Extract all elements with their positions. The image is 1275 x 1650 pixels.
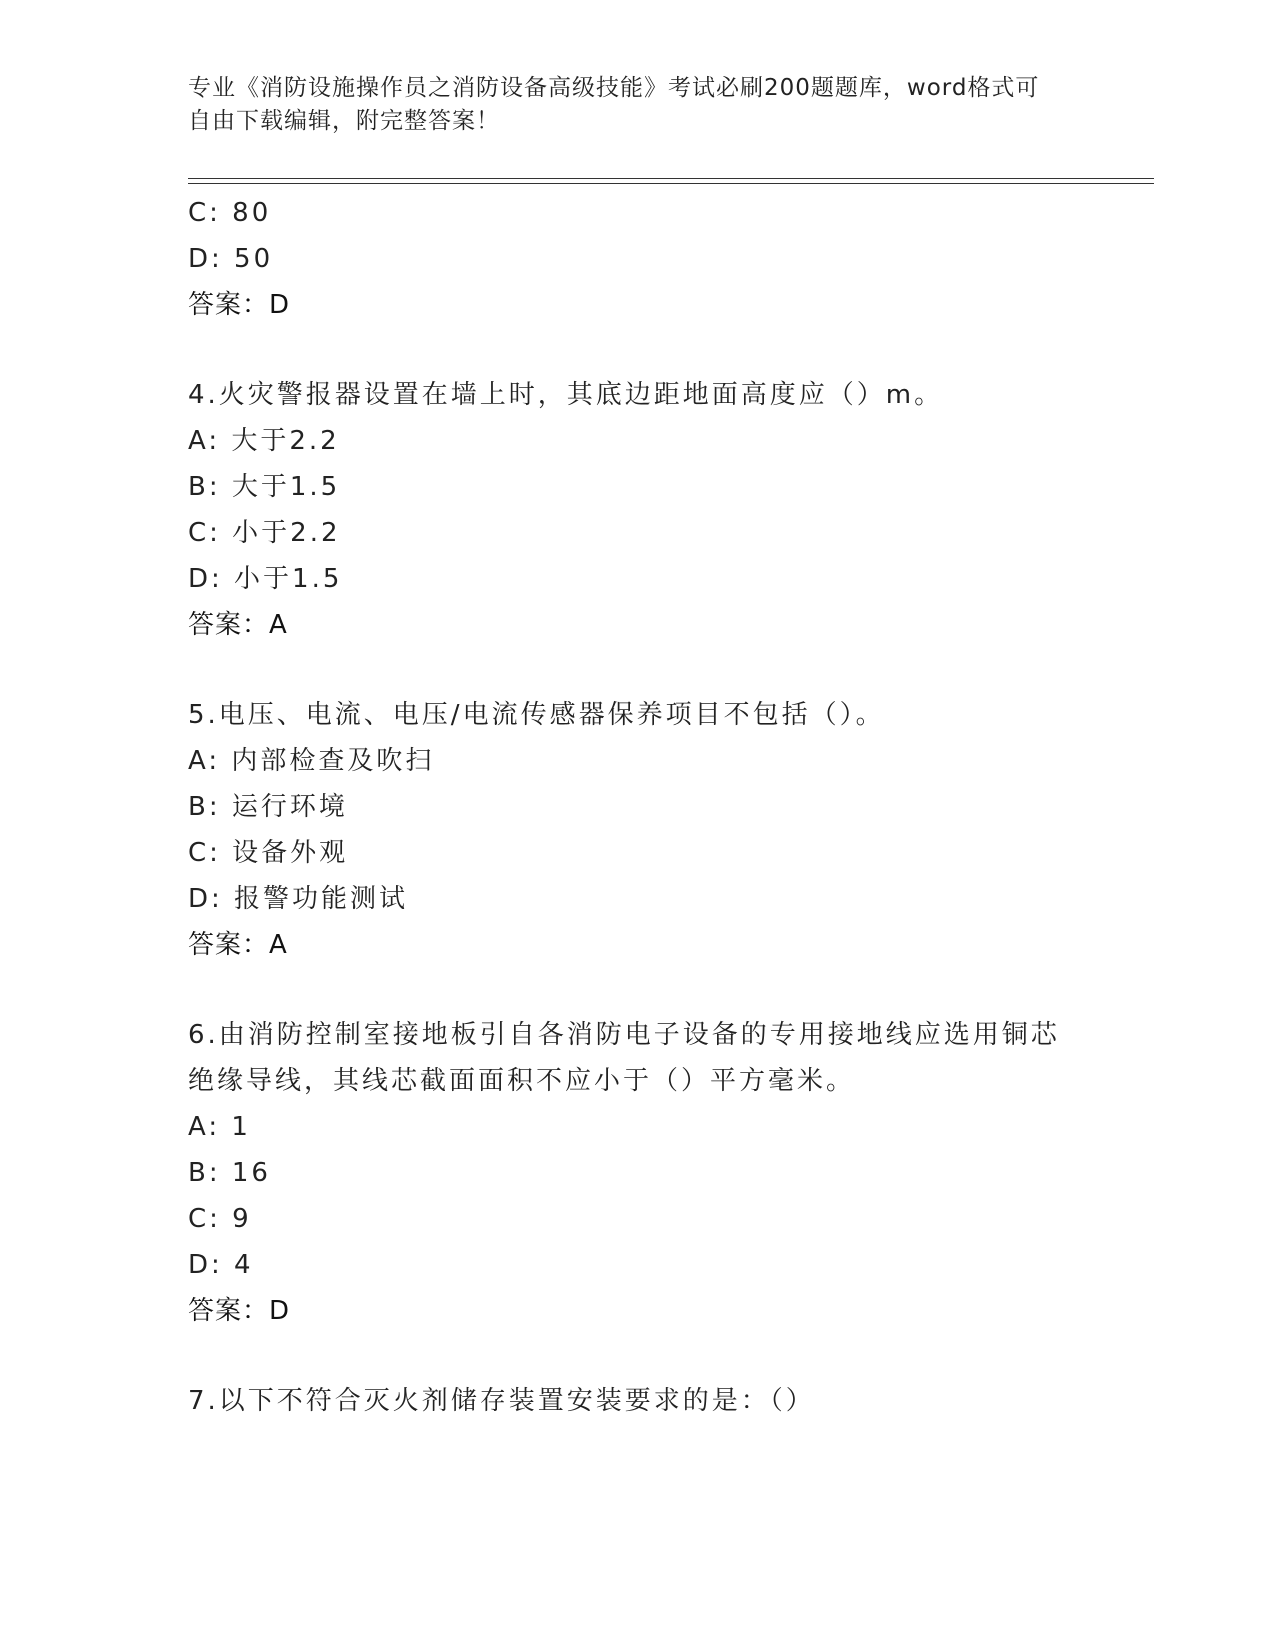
header-divider-bottom: [188, 183, 1154, 184]
answer-line: 答案：D: [188, 1296, 291, 1326]
question-5: [188, 692, 1128, 968]
option-d: D: 50: [188, 244, 274, 274]
option-a: A: 内部检查及吹扫: [188, 746, 435, 776]
option-d: D: 小于1.5: [188, 564, 343, 594]
answer-line: 答案：D: [188, 290, 291, 320]
option-c: C: 9: [188, 1204, 252, 1234]
question-stem: 7.以下不符合灭火剂储存装置安装要求的是：（）: [188, 1386, 815, 1416]
option-b: B: 大于1.5: [188, 472, 341, 502]
option-d: D: 报警功能测试: [188, 884, 409, 914]
question-3-tail: [188, 190, 1128, 328]
document-header: [188, 72, 1068, 138]
question-4: [188, 372, 1128, 648]
question-stem: 4.火灾警报器设置在墙上时，其底边距地面高度应（）m。: [188, 380, 944, 410]
header-line-2: 自由下载编辑，附完整答案！: [188, 108, 500, 134]
option-d: D: 4: [188, 1250, 254, 1280]
answer-line: 答案：A: [188, 610, 288, 640]
question-7: [188, 1378, 1128, 1424]
option-b: B: 运行环境: [188, 792, 348, 822]
option-c: C: 小于2.2: [188, 518, 341, 548]
option-b: B: 16: [188, 1158, 271, 1188]
header-line-1: 专业《消防设施操作员之消防设备高级技能》考试必刷200题题库，word格式可: [188, 75, 1040, 101]
header-divider-top: [188, 178, 1154, 179]
option-c: C: 80: [188, 198, 272, 228]
option-a: A: 大于2.2: [188, 426, 340, 456]
option-a: A: 1: [188, 1112, 251, 1142]
question-list: [188, 190, 1128, 1424]
answer-line: 答案：A: [188, 930, 288, 960]
question-stem-line-1: 6.由消防控制室接地板引自各消防电子设备的专用接地线应选用铜芯: [188, 1020, 1060, 1050]
question-6: [188, 1012, 1128, 1334]
question-stem-line-2: 绝缘导线，其线芯截面面积不应小于（）平方毫米。: [188, 1066, 856, 1096]
question-stem: 5.电压、电流、电压/电流传感器保养项目不包括（）。: [188, 700, 885, 730]
option-c: C: 设备外观: [188, 838, 349, 868]
